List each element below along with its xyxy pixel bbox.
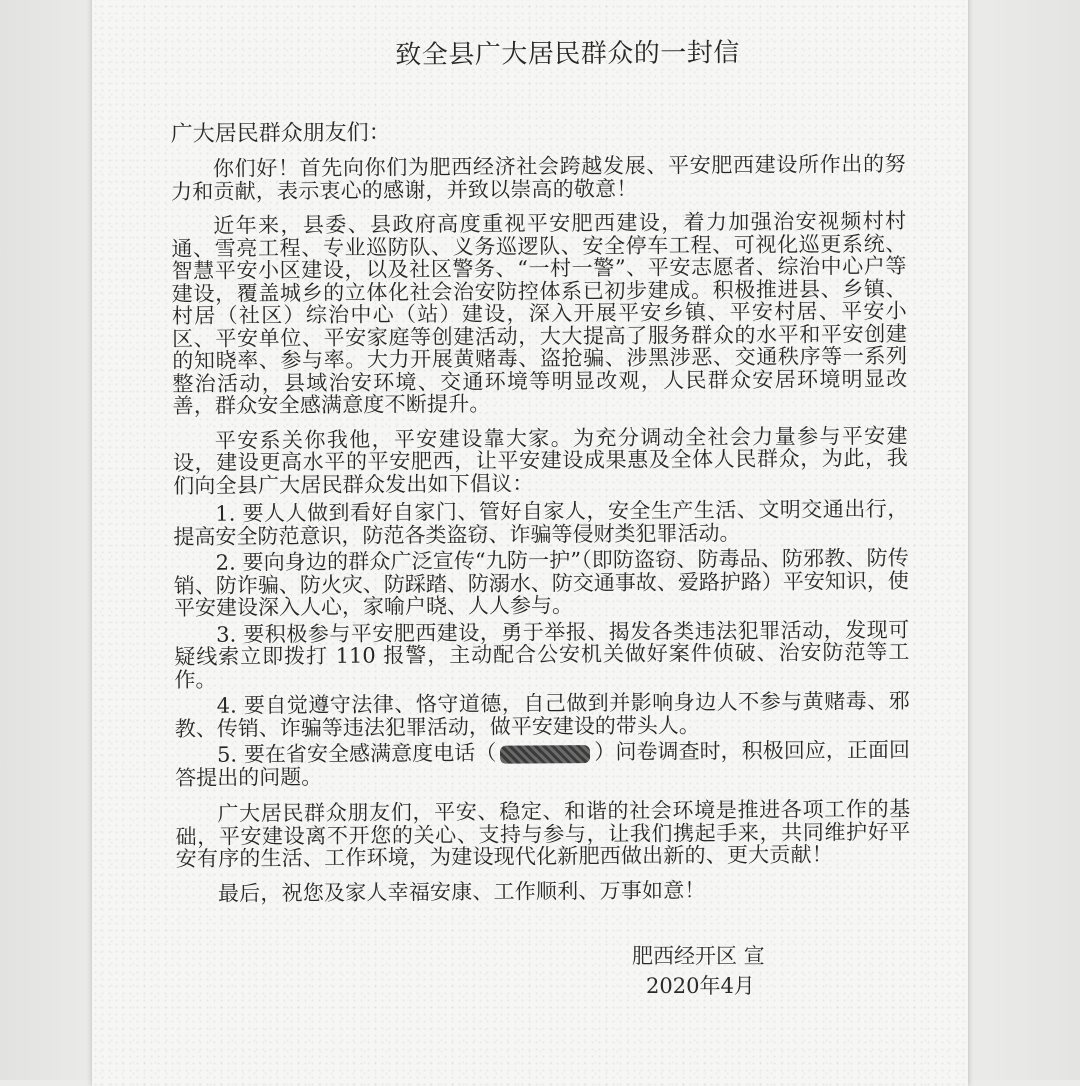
paragraph-closing: 广大居民群众朋友们，平安、稳定、和谐的社会环境是推进各项工作的基础，平安建设离不开您的关心、支持与参与，让我们携起手来，共同维护好平安有序的生活、工作环境，为建设现代化新肥西做出新的、更大贡献！ <box>175 796 911 871</box>
proposal-item-4: 4. 要自觉遵守法律、恪守道德，自己做到并影响身边人不参与黄赌毒、邪教、传销、诈骗等违法犯罪活动，做平安建设的带头人。 <box>174 688 910 741</box>
paragraph-wishes: 最后，祝您及家人幸福安康、工作顺利、万事如意！ <box>217 877 706 906</box>
wall-background-left <box>0 0 92 1080</box>
wall-background-right <box>968 0 1080 1080</box>
redacted-phone-number <box>500 745 590 764</box>
paragraph-call: 平安系关你我他，平安建设靠大家。为充分调动全社会力量参与平安建设，建设更高水平的平安肥西，让平安建设成果惠及全体人民群众，为此，我们向全县广大居民群众发出如下倡议： <box>172 423 909 498</box>
salutation: 广大居民群众朋友们： <box>170 120 391 147</box>
letter-date: 2020年4月 <box>646 974 755 998</box>
proposal-item-3: 3. 要积极参与平安肥西建设，勇于举报、揭发各类违法犯罪活动，发现可疑线索立即拨打 110 报警，主动配合公安机关做好案件侦破、治安防范等工作。 <box>174 617 910 692</box>
proposal-item-2: 2. 要向身边的群众广泛宣传“九防一护”（即防盗窃、防毒品、防邪教、防传销、防诈骗、防火灾、防踩踏、防溺水、防交通事故、爱路护路）平安知识，使平安建设深入人心，家喻户晓、人人参与。 <box>173 545 909 620</box>
signature: 肥西经开区 宣 <box>632 944 765 968</box>
letter-body <box>170 31 911 917</box>
proposal-item-5 <box>175 739 910 789</box>
proposal-item-1: 1. 要人人做到看好自家门、管好自家人，安全生产生活、文明交通出行，提高安全防范意识，防范各类盗窃、诈骗等侵财类犯罪活动。 <box>173 496 909 549</box>
proposal-item-5-before: 5. 要在省安全感满意度电话（ <box>216 740 497 767</box>
signature-block <box>632 941 765 1001</box>
paragraph-greeting: 你们好！首先向你们为肥西经济社会跨越发展、平安肥西建设所作出的努力和贡献，表示衷心的感谢，并致以崇高的敬意！ <box>171 151 906 204</box>
letter-paper <box>92 0 968 1086</box>
letter-title: 致全县广大居民群众的一封信 <box>395 38 740 71</box>
paragraph-achievements: 近年来，县委、县政府高度重视平安肥西建设，着力加强治安视频村村通、雪亮工程、专业巡防队、义务巡逻队、安全停车工程、可视化巡更系统、智慧平安小区建设，以及社区警务、“一村一警”、平安志愿者、综治中心户等建设，覆盖城乡的立体化社会治安防控体系已初步建成。积极推进县、乡镇、村居（社区）综治中心（站）建设，深入开展平安乡镇、平安村居、平安小区、平安单位、平安家庭等创建活动，大大提高了服务群众的水平和平安创建的知晓率、参与率。大力开展黄赌毒、盗抢骗、涉黑涉恶、交通秩序等一系列整治活动，县域治安环境、交通环境等明显改观，人民群众安居环境明显改善，群众安全感满意度不断提升。 <box>171 208 908 418</box>
proposal-item-5-after: ）问卷调查时，积极回应，正面回答提出的问题。 <box>175 737 911 790</box>
